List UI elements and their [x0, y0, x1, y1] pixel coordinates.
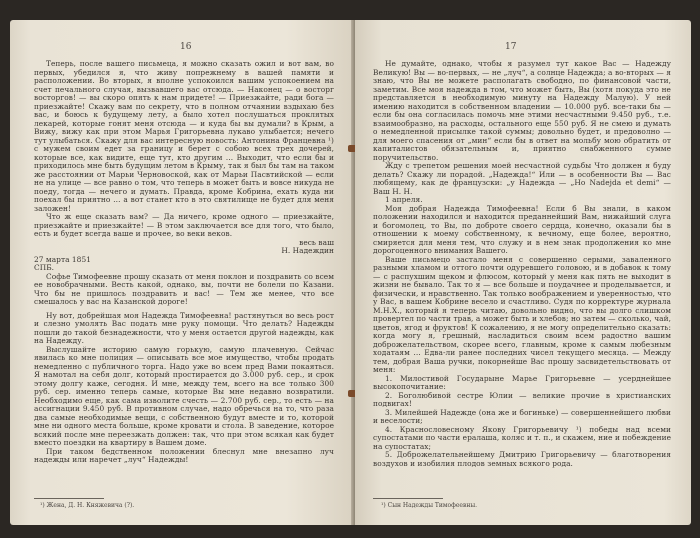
right-page	[355, 20, 691, 525]
date-line: 27 марта 1851	[34, 254, 91, 264]
paragraph: Что ж еще сказать вам? — Да ничего, кроме одного — приезжайте, приезжайте и приезжайте! — В этом заключается все для того, что было, есть и будет всегда ваше и прочее, во веки веков.	[34, 212, 334, 238]
list-item: 3. Милейшей Надежде (она же и богиньке) — совершеннейшего любви и веселости;	[373, 407, 671, 425]
right-page-text	[373, 60, 671, 468]
signature: весь ваш Н. Надеждин	[281, 237, 334, 255]
paragraph: Не думайте, однако, чтобы я разумел тут какое Вас — Надежду Великую! Вы — во-первых, — не „луч“, а солнце Надежда; а во-вторых — я знаю, что Вы не можете располагать свободно, по финансовой части, заметим. Все моя надежда в том, что может быть, Вы (хотя покуда это не представляется в необходимую минуту на Надежду Малую). У ней имению находится в собственном владении — 10.000 руб. все-таки бы — если бы она согласилась помочь мне этими несчастными 9.450 руб., т.е. взаимообразно, на расходы, остального еще 550 руб. Я не смею и думать о немедленной присылке такой суммы; довольно будет, и предоволно — для моего спасения от „мин“ если бы в ответ на мольбу мою обратить от капиталистов обязательным и, приятно снабженного сумме поручительство.	[373, 59, 671, 162]
page-number-left: 16	[180, 42, 192, 52]
paragraph: Жду с трепетом решения моей несчастной судьбы Что должен я буду делать? Скажу ли порадой. „Надежда!“ Или — в особенности Вы — Вас любящему, как де французски: „у Надежда — „Но Nadejda et demi“ — Ваш Н. Н.	[373, 161, 671, 196]
footnote-rule	[34, 498, 104, 499]
paragraph: Выслушайте историю самую горькую, самую плачевную. Сейчас явилась ко мне полиция — описывать все мое имущество, чтобы продать немедленно с публичного торга. Надо уже во всем пред Вами покаяться. Я намотал на себя долг, который простирается до 3.000 руб. сер., и срок этому долгу каже, сегодня. И мне, между тем, всего на все только 300 руб. сер. именно теперь самые, которые Вы мне недавно возвратили. Необходимо еще, как сама изволите счесть — 2.700 руб. сер., то есть — на ассигнации 9.450 руб. В противном случае, надо обречься на то, что раза два самые необходимые вещи, с собственною будут вместе и то, которой мне ни одного места больше, кроме кровати и стола. В заведение, которое всякий после мне переезжать должен: так, что при этом всякая как будет вместо поездки на квартиру в Вашем доме.	[34, 344, 334, 447]
page-number-right: 17	[505, 42, 517, 52]
paragraph: Софье Тимофеевне прошу сказать от меня поклон и поздравить со всем ее новобрачными. Весть какой, однако, вы, почти не болели по Казани. Что бы не пришлось поздравить и вас! — Тем же менее, что все смешалось у вас на Казанской дороге!	[34, 271, 334, 306]
list-item: 4. Краснословесному Якову Григорьевичу ¹) победы над всеми супостатами по части ералаша, коляс и т. п., и скажем, ние и побеждение на супостатах;	[373, 424, 671, 451]
paragraph: При таком бедственном положении блеснул мне внезапно луч надежды или наречет „луч“ Надежды!	[34, 446, 334, 464]
paragraph: Теперь, после вашего письмеца, я можно сказать ожил и вот вам, во первых, убедился я, что живу попрежнему в вашей памяти и расположении. Во вторых, я вполне успокоился вашим успокоением на счет печального случая, вызвавшего вас отсюда. — Наконец — о восторг восторгов! — вы скоро опять к нам придете! — Приезжайте, ради бога — приезжайте! Скажу вам по секрету, что в полном отчаянии вздыхаю без вас, и боюсь к будущему лету, а было хотел послушаться проклятых лекарей, которые гонят меня отсюда — и куда бы вы думали? в Крым, а Вижу, вижу как при этом Марья Григорьевна лукаво улыбается; нечего тут улыбаться. Скажу для вас интересную новость: Антонина Францевна ¹) с мужем своим едет за границу и берет с собою всех трех дочерей, которые все, как видите, еще тут, кто другим … Выходит, что если бы и приходилось мне быть будущим летом в Крыму, так я был бы там на таком же расстоянии от Марьи Черновоской, как от Марьи Пасвтийской — если не на улице — все равно о том, что теперь в может быть и вовсе никуда не поеду, тогда — нечего и думать. Правда, кроме Кобрина, ехать куда ни поехал бы приятно … а вот станет кто в это святилище не будет для меня заложен!	[34, 59, 334, 213]
paragraph: Ну вот, добрейшая моя Надежда Тимофеевна! растянуться во весь рост и слезно умолять Вас подать мне руку помощи. Что делать? Надежды пошли до такой безнадежности, что у меня остается другой надежды, как на Надежду.	[34, 310, 334, 345]
list-item: 1. Милостивой Государыне Марье Григорьевне — усерднейшее высокопочитание:	[373, 373, 671, 391]
date-line: 1 апреля.	[385, 195, 423, 204]
left-page	[10, 20, 355, 525]
list-item: 2. Боголюбивой сестре Юлии — великие прочие в христианских подвигах!	[373, 390, 671, 408]
paragraph: Моя добрая Надежда Тимофеевна! Если б Вы знали, в каком положении находился и находится преданнейший Вам, нижайший слуга и богомолец, то Вы, по доброте своего сердца, конечно, оказали бы в отношении к моему собственному, к вечному, еще более, вероятно, смиряется для меня тем, что служу и в нем знак продолжения ко мне дорогоценного внимания Вашего.	[373, 203, 671, 255]
footnote: ¹) Сын Надежды Тимофеевны.	[381, 502, 478, 509]
paragraph: Ваше письмецо застало меня с совершенно серыми, заваленного разными хламом и оттого почти одуревшего головою, и в добавок к тому — с распухшим щеком и флюсом, который у меня как пять не выходит в жизни не бывало. Так то я — все больше и поудачнее и проделывается, и физически, и нравственно. Так только воображением и уверенностью, что у Вас, в вашем Кобрине весело и счастливо. Судя по корректуре журнала М.Н.Х., который я теперь читаю, довольно видно, что вы долго слишком провертел по части трав, а может быть и хлебов; но затем — сколько, чай, цветов, ягод и фруктов! К сожалению, я не могу определительно сказать: когда могу я, грешный, насладиться своим всем радостно вашим доброжелательством, скорее всего, главным, кроме к самым любезным ходатаям … Едва-ли ранее последних чисел текущего месяца. — Между тем, добрая Ваша ручки, покорнейше Вас прошу засвидетельствовать от меня:	[373, 254, 671, 374]
footnote-rule	[373, 498, 443, 499]
footnote: ¹) Жена, Д. Н. Княжевича (?).	[40, 502, 135, 509]
left-page-text	[34, 60, 334, 465]
list-item: 5. Доброжелательнейшему Дмитрию Григорьевичу — благотворения воздухов и изобилия плодов земных всякого рода.	[373, 450, 671, 468]
city: СПБ.	[34, 263, 55, 272]
